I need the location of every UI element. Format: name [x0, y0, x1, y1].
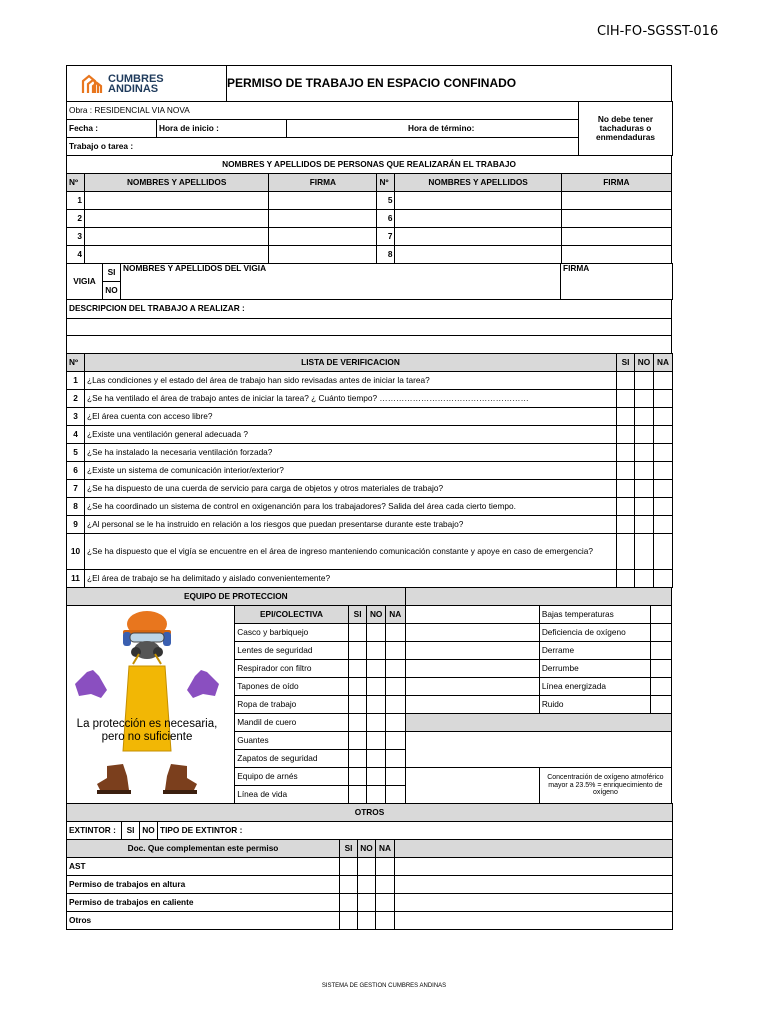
epi-item: Lentes de seguridad [235, 642, 349, 660]
checklist-row [67, 534, 673, 570]
hazard-label: Ruido [539, 696, 650, 714]
extintor-no[interactable]: NO [140, 822, 158, 840]
form-code: CIH-FO-SGSST-016 [597, 24, 719, 39]
answer-no[interactable] [367, 678, 386, 696]
col-nombres-right: NOMBRES Y APELLIDOS [395, 174, 561, 192]
boot-left-icon [97, 764, 129, 792]
ppe-illustration-cell [67, 606, 235, 804]
worker-name-cell[interactable] [85, 192, 269, 210]
hazard-label: Derrame [539, 642, 650, 660]
fecha-field[interactable]: Fecha : [67, 120, 157, 138]
worker-name-cell[interactable] [395, 192, 561, 210]
col-no-left: Nº [67, 174, 85, 192]
answer-si[interactable] [340, 858, 358, 876]
answer-si[interactable] [348, 768, 367, 786]
answer-na[interactable] [385, 768, 405, 786]
worker-num: 4 [67, 246, 85, 264]
answer-na[interactable] [385, 714, 405, 732]
doc-row [67, 858, 673, 876]
checklist-question: ¿El área cuenta con acceso libre? [85, 408, 617, 426]
hazard-empty-cell [405, 678, 539, 696]
docs-col-extra [395, 840, 673, 858]
docs-title: Doc. Que complementan este permiso [67, 840, 340, 858]
answer-no[interactable] [358, 858, 376, 876]
checklist-num: 10 [67, 534, 85, 570]
answer-no[interactable] [635, 408, 654, 426]
epi-item: Casco y barbiquejo [235, 624, 349, 642]
col-no-right: Nº [377, 174, 395, 192]
answer-no[interactable] [635, 498, 654, 516]
answer-si[interactable] [348, 642, 367, 660]
answer-no[interactable] [635, 516, 654, 534]
worker-signature-cell[interactable] [561, 210, 671, 228]
answer-na[interactable] [654, 534, 673, 570]
ppe-caption-line1: La protección es necesaria, [76, 718, 218, 730]
checklist-num: 5 [67, 444, 85, 462]
answer-si[interactable] [617, 462, 635, 480]
epi-item: Guantes [235, 732, 349, 750]
answer-si[interactable] [340, 894, 358, 912]
doc-notes[interactable] [395, 858, 673, 876]
descripcion-table [66, 299, 672, 354]
answer-si[interactable] [617, 480, 635, 498]
hazard-check[interactable] [651, 678, 672, 696]
boot-right-icon [165, 764, 197, 792]
answer-si[interactable] [348, 696, 367, 714]
answer-no[interactable] [635, 372, 654, 390]
docs-col-si: SI [340, 840, 358, 858]
checklist-table [66, 353, 673, 588]
answer-na[interactable] [385, 732, 405, 750]
checklist-question: ¿Existe un sistema de comunicación interior/exterior? [85, 462, 617, 480]
worker-name-cell[interactable] [395, 246, 561, 264]
doc-label: Otros [67, 912, 340, 930]
doc-label: Permiso de trabajos en altura [67, 876, 340, 894]
otros-table [66, 803, 673, 930]
hazard-check[interactable] [651, 606, 672, 624]
checklist-question: ¿Existe una ventilación general adecuada ? [85, 426, 617, 444]
vigia-name-field[interactable]: NOMBRES Y APELLIDOS DEL VIGIA [121, 264, 561, 300]
epi-col-si: SI [348, 606, 367, 624]
worker-name-cell[interactable] [85, 246, 269, 264]
worker-signature-cell[interactable] [269, 246, 377, 264]
ppe-caption-line2: pero no suficiente [101, 731, 193, 743]
answer-no[interactable] [367, 786, 386, 804]
hazard-check[interactable] [651, 660, 672, 678]
checklist-col-si: SI [617, 354, 635, 372]
worker-signature-cell[interactable] [269, 228, 377, 246]
worker-row [67, 228, 672, 246]
descripcion-label: DESCRIPCION DEL TRABAJO A REALIZAR : [67, 300, 672, 319]
doc-label: Permiso de trabajos en caliente [67, 894, 340, 912]
answer-na[interactable] [385, 660, 405, 678]
checklist-num: 4 [67, 426, 85, 444]
hazard-label: Bajas temperaturas [539, 606, 650, 624]
worker-row [67, 246, 672, 264]
answer-na[interactable] [385, 624, 405, 642]
answer-si[interactable] [348, 750, 367, 768]
answer-si[interactable] [340, 876, 358, 894]
answer-na[interactable] [654, 462, 673, 480]
epi-item: Zapatos de seguridad [235, 750, 349, 768]
extintor-si[interactable]: SI [122, 822, 140, 840]
epi-item: Línea de vida [235, 786, 349, 804]
checklist-num: 6 [67, 462, 85, 480]
answer-si[interactable] [617, 408, 635, 426]
company-logo-icon [81, 74, 103, 94]
oxygen-blank-cell[interactable] [405, 768, 539, 804]
answer-si[interactable] [348, 678, 367, 696]
answer-si[interactable] [617, 390, 635, 408]
col-nombres-left: NOMBRES Y APELLIDOS [85, 174, 269, 192]
hazard-label: Derrumbe [539, 660, 650, 678]
epi-col-no: NO [367, 606, 386, 624]
answer-si[interactable] [617, 570, 635, 588]
answer-si[interactable] [617, 444, 635, 462]
hazard-empty-cell [405, 660, 539, 678]
doc-notes[interactable] [395, 894, 673, 912]
answer-no[interactable] [367, 624, 386, 642]
tipo-extintor-field[interactable]: TIPO DE EXTINTOR : [158, 822, 673, 840]
hazard-blank-area[interactable] [405, 732, 671, 768]
checklist-title: LISTA DE VERIFICACION [85, 354, 617, 372]
answer-si[interactable] [617, 498, 635, 516]
worker-signature-cell[interactable] [269, 192, 377, 210]
checklist-num: 2 [67, 390, 85, 408]
doc-notes[interactable] [395, 876, 673, 894]
answer-no[interactable] [358, 876, 376, 894]
vigia-si[interactable]: SI [103, 264, 121, 282]
extintor-label: EXTINTOR : [67, 822, 122, 840]
form-title: PERMISO DE TRABAJO EN ESPACIO CONFINADO [227, 66, 672, 102]
answer-no[interactable] [358, 894, 376, 912]
checklist-col-no: Nº [67, 354, 85, 372]
epi-item: Equipo de arnés [235, 768, 349, 786]
obra-field[interactable]: Obra : RESIDENCIAL VIA NOVA [67, 102, 579, 120]
worker-name-cell[interactable] [85, 210, 269, 228]
hazard-empty-cell [405, 696, 539, 714]
answer-si[interactable] [348, 660, 367, 678]
checklist-num: 8 [67, 498, 85, 516]
vigia-table [66, 263, 673, 300]
hazard-check[interactable] [651, 642, 672, 660]
checklist-question: ¿Las condiciones y el estado del área de trabajo han sido revisadas antes de iniciar la tarea? [85, 372, 617, 390]
trabajo-field[interactable]: Trabajo o tarea : [67, 138, 579, 156]
answer-na[interactable] [385, 786, 405, 804]
no-tachaduras-note: No debe tener tachaduras o enmendaduras [579, 102, 673, 156]
hazard-gray-band [405, 714, 671, 732]
epi-item: Mandil de cuero [235, 714, 349, 732]
checklist-col-na: NA [654, 354, 673, 372]
answer-no[interactable] [358, 912, 376, 930]
hazard-label: Deficiencia de oxígeno [539, 624, 650, 642]
answer-si[interactable] [348, 732, 367, 750]
epi-col-na: NA [385, 606, 405, 624]
answer-no[interactable] [367, 714, 386, 732]
hazard-check[interactable] [651, 696, 672, 714]
docs-col-no: NO [358, 840, 376, 858]
worker-num: 5 [377, 192, 395, 210]
doc-row [67, 876, 673, 894]
col-firma-left: FIRMA [269, 174, 377, 192]
descripcion-line[interactable] [67, 319, 672, 336]
checklist-question: ¿Se ha ventilado el área de trabajo antes de iniciar la tarea? ¿ Cuánto tiempo? ……………………………………………… [85, 390, 617, 408]
epi-item: Tapones de oído [235, 678, 349, 696]
checklist-row [67, 408, 673, 426]
worker-num: 6 [377, 210, 395, 228]
checklist-num: 3 [67, 408, 85, 426]
answer-no[interactable] [367, 696, 386, 714]
checklist-row [67, 372, 673, 390]
ppe-worker-illustration [67, 606, 227, 800]
answer-si[interactable] [348, 786, 367, 804]
worker-num: 2 [67, 210, 85, 228]
answer-no[interactable] [367, 642, 386, 660]
answer-no[interactable] [367, 750, 386, 768]
otros-title: OTROS [67, 804, 673, 822]
answer-na[interactable] [654, 444, 673, 462]
answer-na[interactable] [385, 750, 405, 768]
answer-no[interactable] [635, 426, 654, 444]
answer-si[interactable] [617, 372, 635, 390]
hazard-label: Línea energizada [539, 678, 650, 696]
checklist-col-no-answer: NO [635, 354, 654, 372]
answer-na[interactable] [376, 894, 395, 912]
worker-signature-cell[interactable] [561, 246, 671, 264]
answer-na[interactable] [654, 372, 673, 390]
header-table [66, 65, 672, 102]
answer-no[interactable] [635, 390, 654, 408]
equipment-table [66, 587, 672, 804]
worker-signature-cell[interactable] [561, 192, 671, 210]
glove-left-icon [75, 670, 107, 698]
answer-si[interactable] [617, 516, 635, 534]
answer-no[interactable] [635, 462, 654, 480]
answer-no[interactable] [635, 444, 654, 462]
checklist-row [67, 390, 673, 408]
worker-name-cell[interactable] [85, 228, 269, 246]
workers-table [66, 155, 672, 264]
epi-col-title: EPI/COLECTIVA [235, 606, 349, 624]
answer-na[interactable] [385, 678, 405, 696]
checklist-row [67, 462, 673, 480]
answer-na[interactable] [654, 480, 673, 498]
docs-col-na: NA [376, 840, 395, 858]
answer-na[interactable] [654, 426, 673, 444]
checklist-row [67, 516, 673, 534]
worker-row [67, 192, 672, 210]
worker-signature-cell[interactable] [269, 210, 377, 228]
vigia-label: VIGIA [67, 264, 103, 300]
answer-no[interactable] [367, 732, 386, 750]
answer-no[interactable] [367, 768, 386, 786]
doc-label: AST [67, 858, 340, 876]
answer-no[interactable] [635, 480, 654, 498]
permit-form [66, 65, 672, 930]
checklist-row [67, 480, 673, 498]
answer-na[interactable] [385, 696, 405, 714]
worker-num: 7 [377, 228, 395, 246]
workers-title: NOMBRES Y APELLIDOS DE PERSONAS QUE REALIZARÁN EL TRABAJO [67, 156, 672, 174]
epi-item: Ropa de trabajo [235, 696, 349, 714]
answer-na[interactable] [654, 570, 673, 588]
vigia-no[interactable]: NO [103, 282, 121, 300]
answer-si[interactable] [348, 624, 367, 642]
answer-si[interactable] [617, 534, 635, 570]
worker-row [67, 210, 672, 228]
checklist-question: ¿El área de trabajo se ha delimitado y aislado convenientemente? [85, 570, 617, 588]
answer-si[interactable] [348, 714, 367, 732]
checklist-question: ¿Al personal se le ha instruido en relación a los riesgos que puedan presentarse durante este trabajo? [85, 516, 617, 534]
equipment-title: EQUIPO DE PROTECCION [67, 588, 406, 606]
hazard-empty-cell [405, 642, 539, 660]
vigia-signature-field[interactable]: FIRMA [561, 264, 673, 300]
hazard-empty-cell [405, 606, 539, 624]
hora-inicio-field[interactable]: Hora de inicio : [157, 120, 287, 138]
epi-item: Respirador con filtro [235, 660, 349, 678]
checklist-num: 7 [67, 480, 85, 498]
glove-right-icon [187, 670, 219, 698]
answer-si[interactable] [617, 426, 635, 444]
checklist-question: ¿Se ha dispuesto que el vigía se encuentre en el área de ingreso manteniendo comunicación constante y apoye en caso de emergencia? [85, 534, 617, 570]
answer-na[interactable] [654, 390, 673, 408]
checklist-row [67, 426, 673, 444]
worker-name-cell[interactable] [395, 228, 561, 246]
answer-na[interactable] [385, 642, 405, 660]
worker-signature-cell[interactable] [561, 228, 671, 246]
checklist-num: 11 [67, 570, 85, 588]
doc-row [67, 912, 673, 930]
company-name-line1: CUMBRES [108, 72, 164, 85]
worker-num: 1 [67, 192, 85, 210]
answer-na[interactable] [654, 408, 673, 426]
doc-row [67, 894, 673, 912]
answer-na[interactable] [654, 516, 673, 534]
worker-name-cell[interactable] [395, 210, 561, 228]
hora-termino-field[interactable]: Hora de término: [287, 120, 579, 138]
hazard-empty-cell [405, 624, 539, 642]
checklist-row [67, 570, 673, 588]
answer-no[interactable] [367, 660, 386, 678]
descripcion-line[interactable] [67, 336, 672, 354]
answer-na[interactable] [376, 858, 395, 876]
oxygen-note: Concentración de oxígeno atmoférico mayor a 23.5% = enriquecimiento de oxígeno [539, 768, 671, 804]
col-firma-right: FIRMA [561, 174, 671, 192]
answer-na[interactable] [376, 876, 395, 894]
doc-notes[interactable] [395, 912, 673, 930]
answer-no[interactable] [635, 534, 654, 570]
answer-na[interactable] [654, 498, 673, 516]
checklist-num: 9 [67, 516, 85, 534]
answer-na[interactable] [376, 912, 395, 930]
answer-no[interactable] [635, 570, 654, 588]
answer-si[interactable] [340, 912, 358, 930]
hazard-check[interactable] [651, 624, 672, 642]
logo-cell [67, 66, 227, 102]
equipment-title-right [405, 588, 671, 606]
worker-num: 3 [67, 228, 85, 246]
checklist-question: ¿Se ha coordinado un sistema de control en oxigenanción para los trabajadores? Salida del área cada cierto tiempo. [85, 498, 617, 516]
checklist-num: 1 [67, 372, 85, 390]
checklist-question: ¿Se ha dispuesto de una cuerda de servicio para carga de objetos y otros materiales de trabajo? [85, 480, 617, 498]
checklist-row [67, 498, 673, 516]
worker-num: 8 [377, 246, 395, 264]
general-info-table [66, 101, 673, 156]
checklist-question: ¿Se ha instalado la necesaria ventilación forzada? [85, 444, 617, 462]
checklist-row [67, 444, 673, 462]
company-name-line2: ANDINAS [108, 82, 159, 95]
page-footer: SISTEMA DE GESTION CUMBRES ANDINAS [321, 983, 447, 989]
